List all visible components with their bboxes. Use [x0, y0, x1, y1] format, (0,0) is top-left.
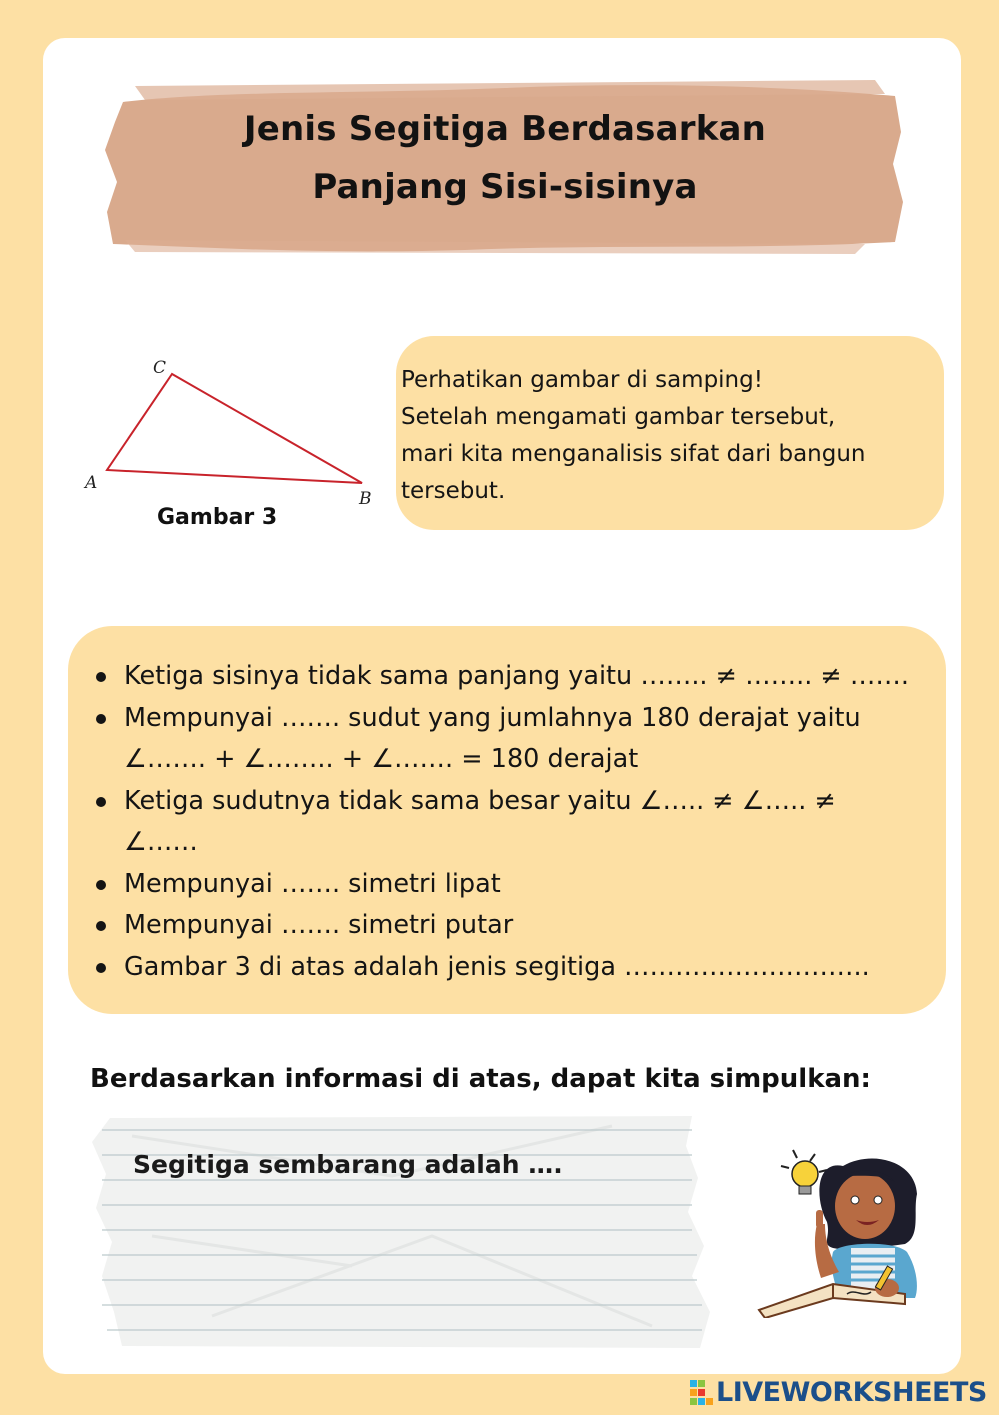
- figure-caption: Gambar 3: [157, 505, 278, 530]
- instruction-line: Setelah mengamati gambar tersebut,: [401, 404, 836, 430]
- instruction-line: mari kita menganalisis sifat dari bangun: [401, 441, 866, 467]
- title-banner: [105, 72, 905, 254]
- instruction-text: [401, 362, 941, 510]
- vertex-label-a: A: [85, 473, 98, 493]
- list-item: [96, 905, 936, 947]
- list-item: [96, 781, 936, 864]
- girl-with-lightbulb-icon: [755, 1148, 925, 1318]
- watermark-text: LIVEWORKSHEETS: [716, 1377, 987, 1408]
- vertex-label-b: B: [359, 489, 372, 509]
- list-item-text: ∠……: [124, 827, 198, 857]
- list-item: [96, 698, 936, 781]
- instruction-line: Perhatikan gambar di samping!: [401, 367, 763, 393]
- list-item-text: Mempunyai ……. simetri putar: [124, 910, 514, 940]
- list-item-text: Gambar 3 di atas adalah jenis segitiga ………………………..: [124, 951, 870, 982]
- liveworksheets-logo-icon: [690, 1380, 714, 1406]
- conclusion-prompt: Segitiga sembarang adalah ….: [133, 1150, 563, 1179]
- list-item-text: ∠……. + ∠…….. + ∠……. = 180 derajat: [124, 744, 639, 774]
- list-item: [96, 864, 936, 906]
- vertex-label-c: C: [153, 358, 167, 378]
- list-item: [96, 656, 936, 698]
- instruction-box: [396, 336, 944, 530]
- liveworksheets-watermark: [690, 1376, 990, 1410]
- list-item-text: Ketiga sisinya tidak sama panjang yaitu …….. ≠ …….. ≠ …….: [124, 661, 910, 691]
- triangle-figure: [80, 355, 380, 515]
- list-item-text: Ketiga sudutnya tidak sama besar yaitu ∠….. ≠ ∠….. ≠: [124, 785, 836, 816]
- list-item: [96, 947, 936, 989]
- properties-box: [68, 626, 946, 1014]
- triangle-shape: [107, 374, 362, 483]
- title-line-1: Jenis Segitiga Berdasarkan: [243, 109, 767, 149]
- title-line-2: Panjang Sisi-sisinya: [312, 167, 698, 207]
- instruction-line: tersebut.: [401, 478, 506, 504]
- answer-paper[interactable]: [92, 1116, 722, 1348]
- properties-list: [96, 656, 936, 988]
- page-title: [105, 100, 905, 216]
- list-item-text: Mempunyai ……. sudut yang jumlahnya 180 derajat yaitu: [124, 702, 861, 733]
- list-item-text: Mempunyai ……. simetri lipat: [124, 868, 501, 899]
- conclusion-heading: Berdasarkan informasi di atas, dapat kita simpulkan:: [90, 1064, 871, 1094]
